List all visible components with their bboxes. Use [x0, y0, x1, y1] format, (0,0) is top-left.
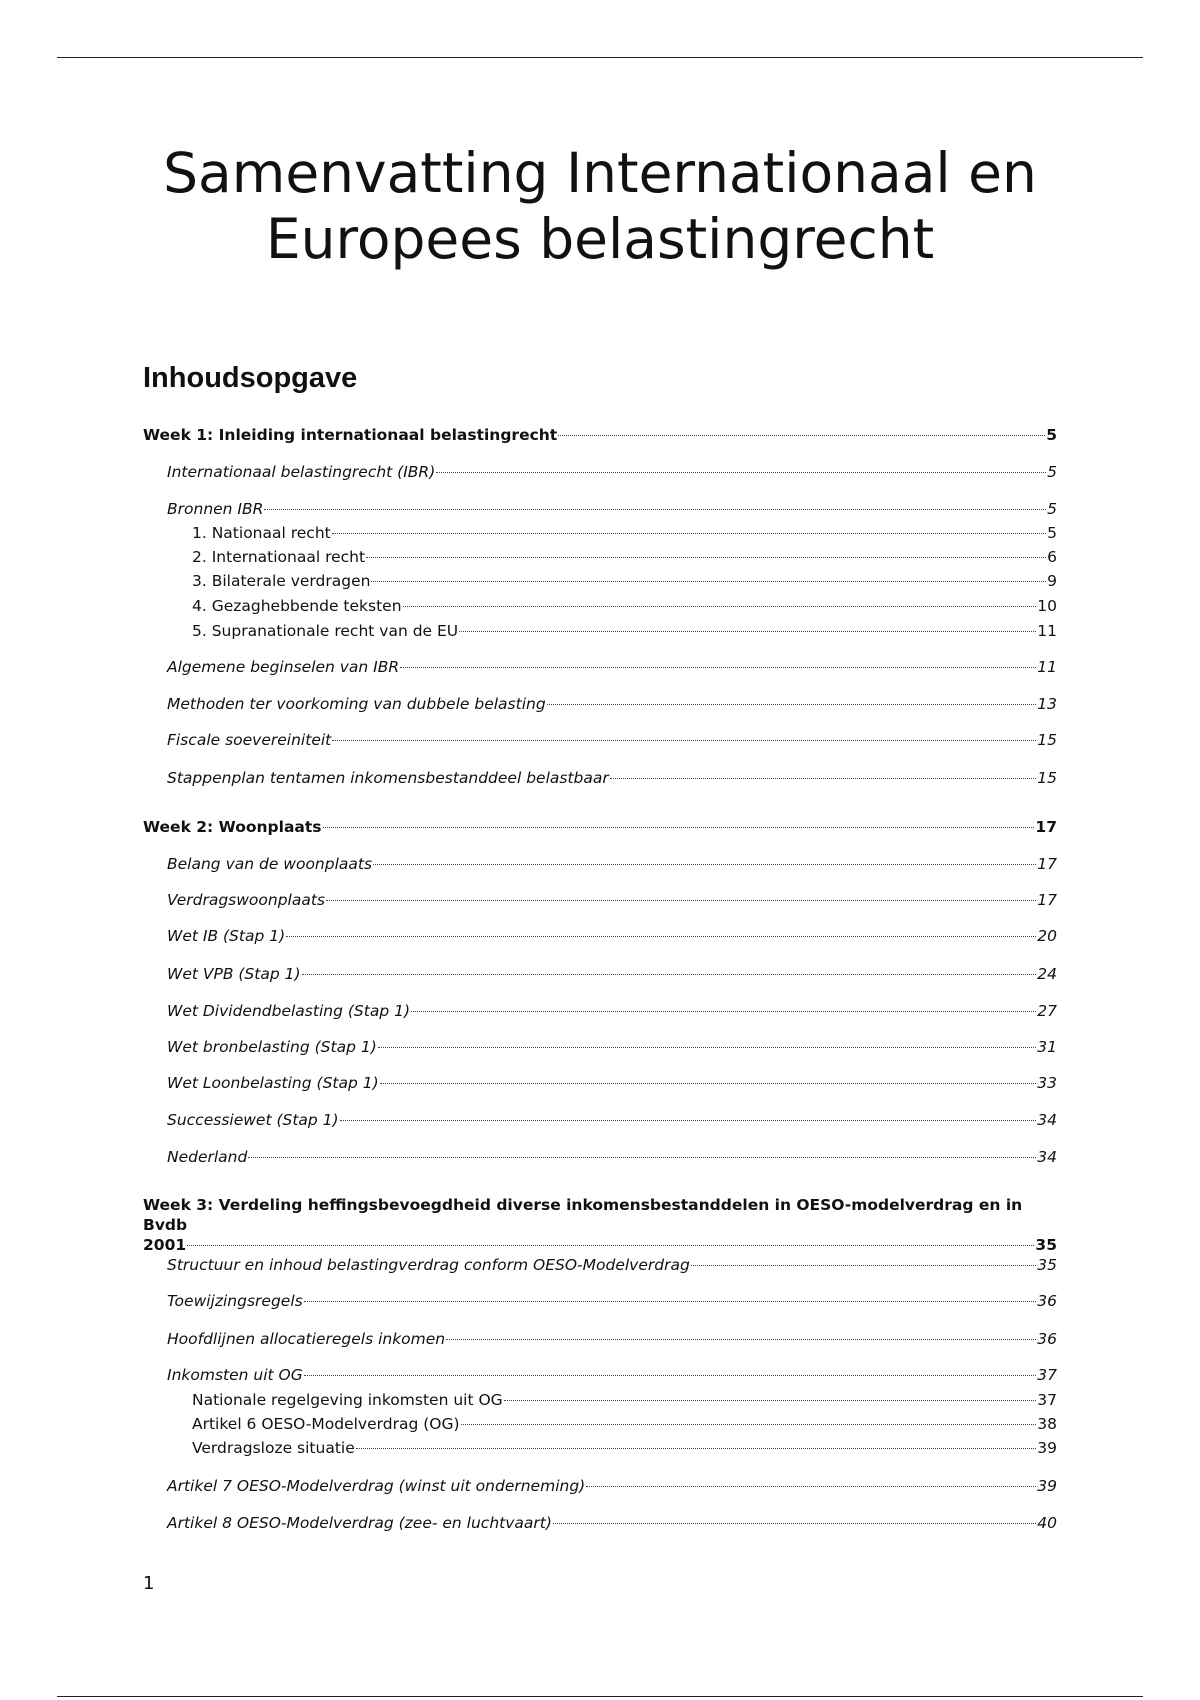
dot-leader: [378, 1047, 1037, 1048]
toc-entry-label: Wet Loonbelasting (Stap 1): [167, 1074, 379, 1092]
toc-entry[interactable]: [143, 730, 1057, 750]
dot-leader: [547, 704, 1037, 705]
dot-leader: [553, 1523, 1036, 1524]
dot-leader: [436, 472, 1046, 473]
toc-entry-page: 5: [1047, 524, 1057, 542]
toc-entry[interactable]: [143, 1390, 1057, 1410]
dot-leader: [459, 631, 1036, 632]
toc-entry-page: 17: [1037, 891, 1057, 909]
toc-entry-label: Week 2: Woonplaats: [143, 818, 322, 836]
toc-entry-page: 37: [1037, 1391, 1057, 1409]
toc-entry-page: 24: [1037, 965, 1057, 983]
toc-entry[interactable]: [143, 1365, 1057, 1385]
dot-leader: [371, 581, 1046, 582]
toc-entry-label: 1. Nationaal recht: [192, 524, 331, 542]
dot-leader: [461, 1424, 1037, 1425]
toc-entry-label: Inkomsten uit OG: [167, 1366, 303, 1384]
toc-entry-page: 11: [1037, 658, 1057, 676]
dot-leader: [302, 974, 1037, 975]
toc-entry-label: 4. Gezaghebbende teksten: [192, 597, 402, 615]
toc-entry-page: 39: [1037, 1477, 1057, 1495]
dot-leader: [558, 435, 1045, 436]
toc-entry-label: Artikel 6 OESO-Modelverdrag (OG): [192, 1415, 460, 1433]
toc-entry-label: Successiewet (Stap 1): [167, 1111, 339, 1129]
dot-leader: [187, 1245, 1034, 1246]
toc-entry[interactable]: [143, 1414, 1057, 1434]
dot-leader: [332, 533, 1046, 534]
toc-entry-page: 39: [1037, 1439, 1057, 1457]
toc-entry-page: 13: [1037, 695, 1057, 713]
dot-leader: [411, 1011, 1036, 1012]
toc-entry-week-3[interactable]: [143, 1195, 1057, 1255]
toc-entry[interactable]: [143, 596, 1057, 616]
toc-heading: Inhoudsopgave: [143, 362, 358, 394]
dot-leader: [304, 1301, 1037, 1302]
toc-entry-label: Fiscale soevereiniteit: [167, 731, 332, 749]
toc-entry[interactable]: [143, 621, 1057, 641]
toc-entry[interactable]: [143, 571, 1057, 591]
dot-leader: [326, 900, 1036, 901]
toc-entry[interactable]: [143, 768, 1057, 788]
toc-entry-label: Week 1: Inleiding internationaal belastingrecht: [143, 426, 558, 444]
toc-entry-page: 20: [1037, 927, 1057, 945]
toc-entry-page: 11: [1037, 622, 1057, 640]
toc-entry-label: Verdragswoonplaats: [167, 891, 325, 909]
toc-entry-page: 36: [1037, 1330, 1057, 1348]
toc-entry[interactable]: [143, 523, 1057, 543]
toc-entry[interactable]: [143, 854, 1057, 874]
toc-entry-label: Artikel 8 OESO-Modelverdrag (zee- en luchtvaart): [167, 1514, 552, 1532]
toc-entry-page: 34: [1037, 1111, 1057, 1129]
toc-entry-label: Belang van de woonplaats: [167, 855, 373, 873]
dot-leader: [332, 740, 1036, 741]
toc-entry-page: 35: [1037, 1256, 1057, 1274]
toc-entry-label: Wet IB (Stap 1): [167, 927, 286, 945]
toc-entry-page: 37: [1037, 1366, 1057, 1384]
toc-entry-page: 34: [1037, 1148, 1057, 1166]
toc-entry-label: Nationale regelgeving inkomsten uit OG: [192, 1391, 503, 1409]
dot-leader: [610, 778, 1037, 779]
toc-entry-page: 5: [1046, 426, 1057, 444]
toc-entry[interactable]: [143, 890, 1057, 910]
toc-entry-label: Toewijzingsregels: [167, 1292, 303, 1310]
toc-entry-page: 17: [1035, 818, 1057, 836]
dot-leader: [323, 827, 1035, 828]
dot-leader: [373, 864, 1036, 865]
toc-entry-label: Internationaal belastingrecht (IBR): [167, 463, 436, 481]
toc-entry[interactable]: [143, 1329, 1057, 1349]
dot-leader: [504, 1400, 1037, 1401]
toc-entry-label: Verdragsloze situatie: [192, 1439, 355, 1457]
toc-entry[interactable]: [143, 1147, 1057, 1167]
toc-entry[interactable]: [143, 1037, 1057, 1057]
toc-entry-page: 36: [1037, 1292, 1057, 1310]
toc-entry-page: 15: [1037, 731, 1057, 749]
toc-entry[interactable]: [143, 1438, 1057, 1458]
dot-leader: [446, 1339, 1036, 1340]
toc-entry-page: 10: [1037, 597, 1057, 615]
dot-leader: [403, 606, 1037, 607]
toc-entry[interactable]: [143, 1513, 1057, 1533]
toc-entry[interactable]: [143, 926, 1057, 946]
toc-entry[interactable]: [143, 1110, 1057, 1130]
toc-entry-label: Structuur en inhoud belastingverdrag conform OESO-Modelverdrag: [167, 1256, 690, 1274]
toc-entry-label: Methoden ter voorkoming van dubbele belasting: [167, 695, 546, 713]
toc-entry[interactable]: [143, 964, 1057, 984]
toc-entry-label: Artikel 7 OESO-Modelverdrag (winst uit onderneming): [167, 1477, 586, 1495]
toc-entry-page: 5: [1047, 500, 1057, 518]
toc-entry-page: 31: [1037, 1038, 1057, 1056]
toc-entry-label: Wet VPB (Stap 1): [167, 965, 301, 983]
title-line-2: Europees belastingrecht: [265, 207, 935, 271]
header-rule: [57, 57, 1143, 58]
toc-entry[interactable]: [143, 1476, 1057, 1496]
dot-leader: [340, 1120, 1037, 1121]
toc-entry-label: Bronnen IBR: [167, 500, 264, 518]
toc-entry-continuation: [143, 1235, 1057, 1255]
toc-entry-page: 9: [1047, 572, 1057, 590]
toc-entry-label: 3. Bilaterale verdragen: [192, 572, 371, 590]
document-title: [100, 140, 1100, 272]
toc-entry-page: 15: [1037, 769, 1057, 787]
toc-entry-page: 27: [1037, 1002, 1057, 1020]
toc-entry-page: 38: [1037, 1415, 1057, 1433]
toc-entry-label: 5. Supranationale recht van de EU: [192, 622, 459, 640]
toc-entry[interactable]: [143, 462, 1057, 482]
dot-leader: [286, 936, 1036, 937]
toc-entry[interactable]: [143, 657, 1057, 677]
toc-entry-page: 35: [1035, 1236, 1057, 1254]
toc-entry-week-2[interactable]: [143, 817, 1057, 837]
toc-entry-label: Hoofdlijnen allocatieregels inkomen: [167, 1330, 446, 1348]
dot-leader: [586, 1486, 1036, 1487]
dot-leader: [691, 1265, 1036, 1266]
toc-entry-label-cont: 2001: [143, 1236, 187, 1254]
toc-entry[interactable]: [143, 1255, 1057, 1275]
toc-entry-week-1[interactable]: [143, 425, 1057, 445]
dot-leader: [380, 1083, 1037, 1084]
toc-entry-label: Wet Dividendbelasting (Stap 1): [167, 1002, 410, 1020]
dot-leader: [304, 1375, 1037, 1376]
toc-entry-page: 17: [1037, 855, 1057, 873]
toc-entry-label: Nederland: [167, 1148, 248, 1166]
footer-rule: [57, 1696, 1143, 1697]
title-line-1: Samenvatting Internationaal en: [163, 141, 1037, 205]
toc-entry-label: Stappenplan tentamen inkomensbestanddeel belastbaar: [167, 769, 609, 787]
toc-entry[interactable]: [143, 499, 1057, 519]
toc-entry-label: Wet bronbelasting (Stap 1): [167, 1038, 377, 1056]
toc-entry[interactable]: [143, 1073, 1057, 1093]
dot-leader: [248, 1157, 1036, 1158]
toc-entry[interactable]: [143, 694, 1057, 714]
toc-entry[interactable]: [143, 1001, 1057, 1021]
toc-entry-page: 5: [1047, 463, 1057, 481]
toc-entry-label: 2. Internationaal recht: [192, 548, 366, 566]
dot-leader: [356, 1448, 1037, 1449]
dot-leader: [400, 667, 1036, 668]
toc-entry-page: 33: [1037, 1074, 1057, 1092]
dot-leader: [366, 557, 1046, 558]
toc-entry[interactable]: [143, 547, 1057, 567]
page-number: 1: [143, 1573, 155, 1594]
toc-entry-page: 6: [1047, 548, 1057, 566]
toc-entry[interactable]: [143, 1291, 1057, 1311]
toc-entry-label: Algemene beginselen van IBR: [167, 658, 400, 676]
dot-leader: [264, 509, 1046, 510]
toc-entry-label: Week 3: Verdeling heffingsbevoegdheid diverse inkomensbestanddelen in OESO-modelverdrag en in Bvdb: [143, 1196, 1023, 1234]
toc-entry-page: 40: [1037, 1514, 1057, 1532]
